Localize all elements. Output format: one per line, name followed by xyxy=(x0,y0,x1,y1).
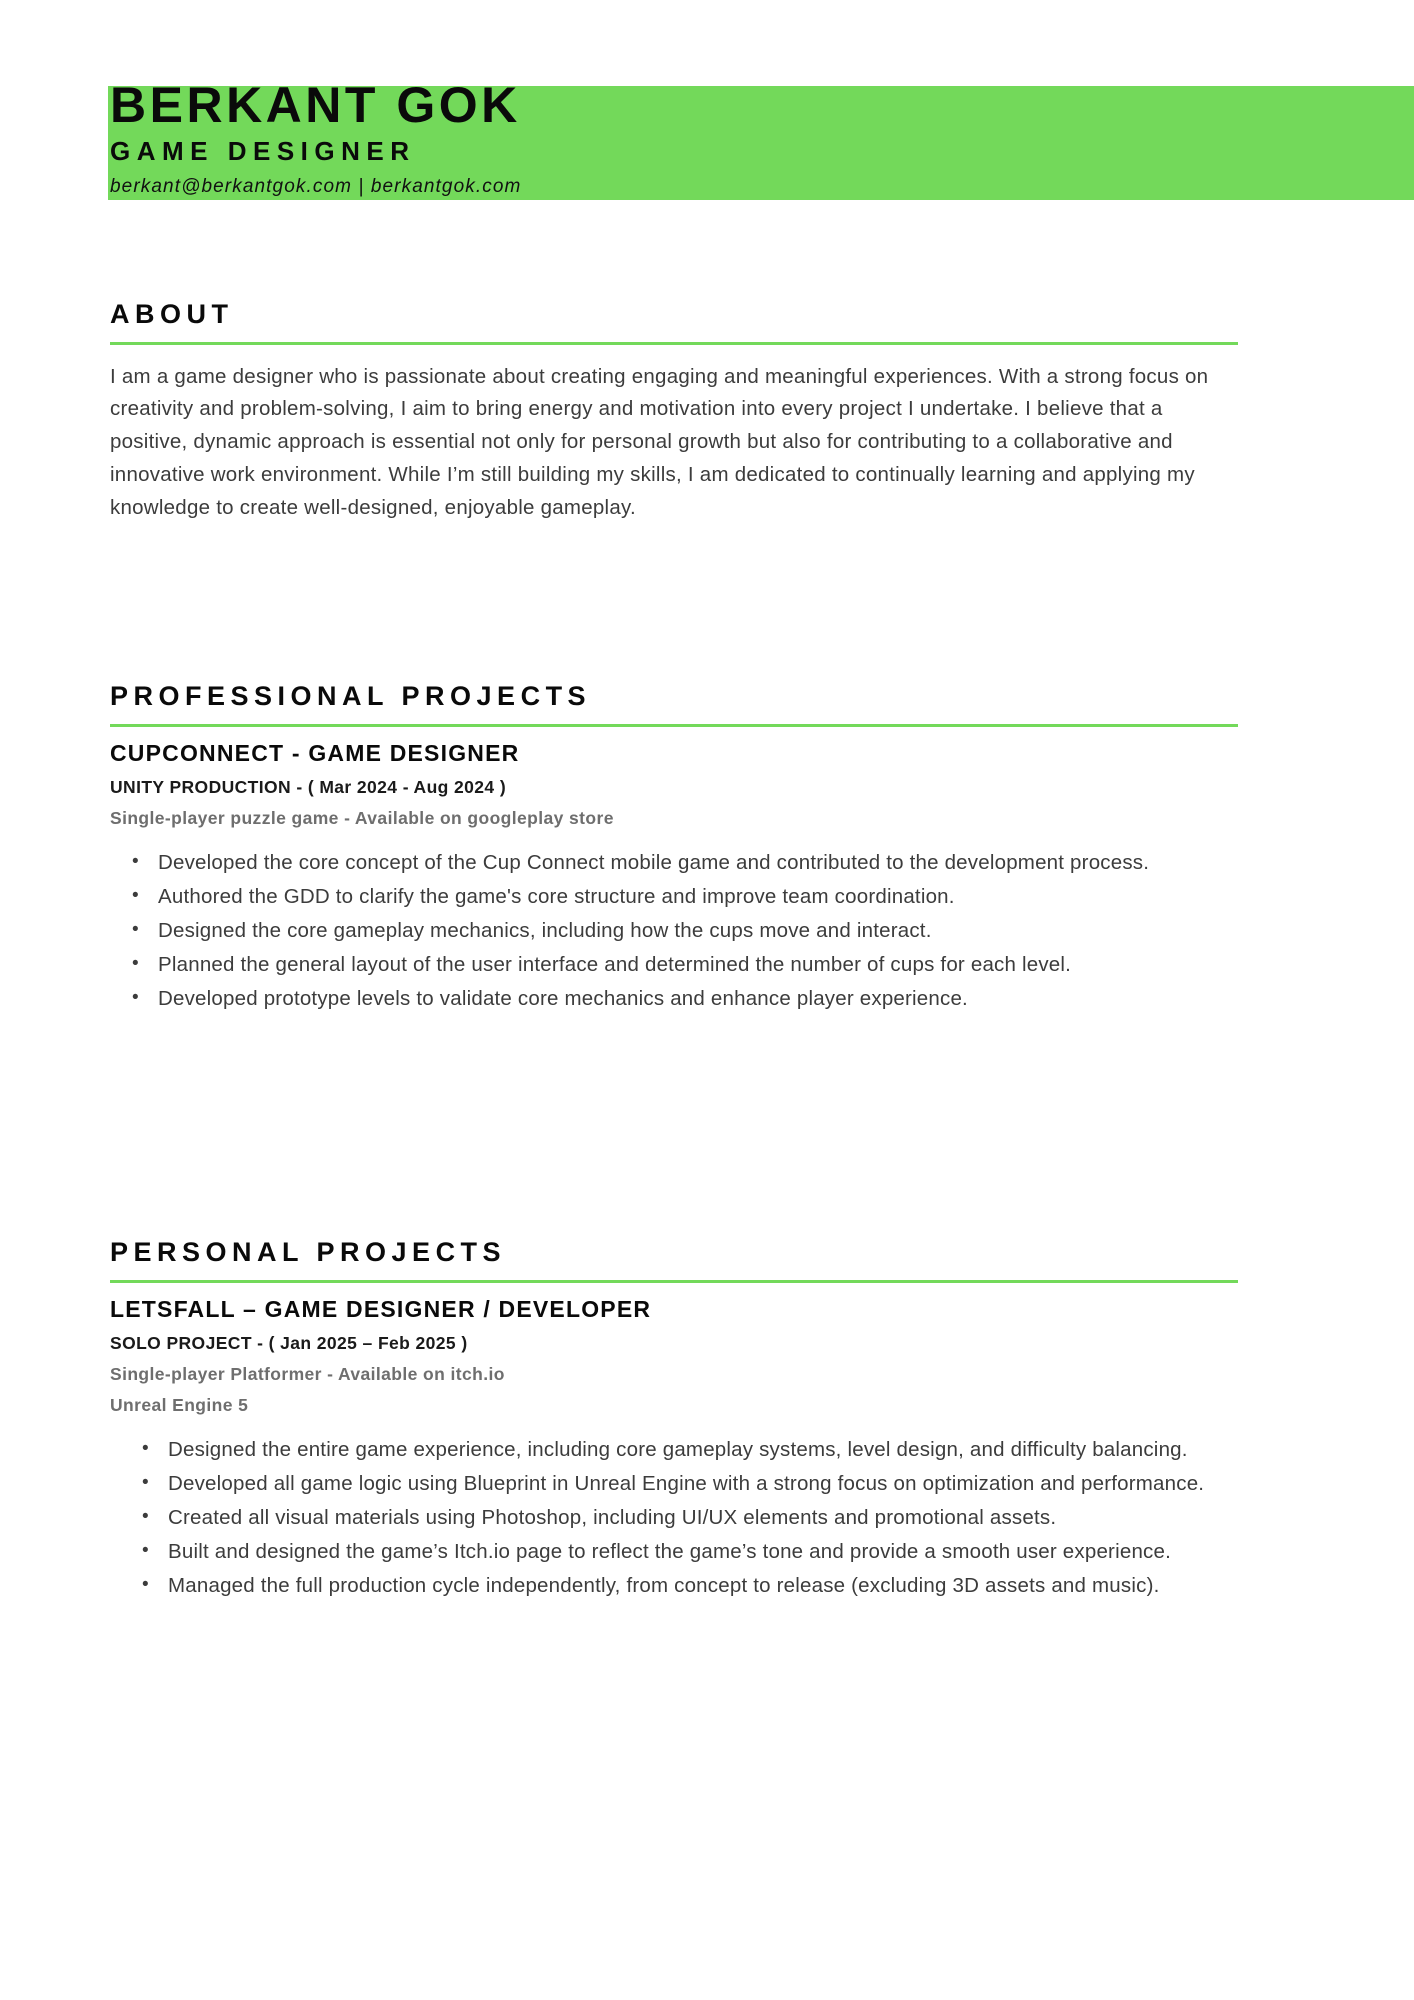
about-section xyxy=(110,300,1238,525)
list-item: • Authored the GDD to clarify the game's core structure and improve team coordination. xyxy=(154,880,1238,913)
personal-projects-title: PERSONAL PROJECTS xyxy=(110,1237,507,1267)
list-item: • Designed the entire game experience, including core gameplay systems, level design, and difficulty balancing. xyxy=(164,1433,1238,1466)
list-item: • Developed all game logic using Blueprint in Unreal Engine with a strong focus on optimization and performance. xyxy=(164,1467,1238,1500)
professional-projects-rule xyxy=(110,724,1238,727)
contact-line: berkant@berkantgok.com | berkantgok.com xyxy=(110,175,522,197)
candidate-name: BERKANT GOK xyxy=(110,77,521,133)
list-item: • Planned the general layout of the user interface and determined the number of cups for each level. xyxy=(154,948,1238,981)
professional-projects-title: PROFESSIONAL PROJECTS xyxy=(110,681,592,711)
project-entry xyxy=(110,1296,1238,1602)
project-heading: LETSFALL – GAME DESIGNER / DEVELOPER xyxy=(110,1295,652,1322)
personal-projects-rule xyxy=(110,1280,1238,1283)
project-meta-description: Single-player puzzle game - Available on googleplay store xyxy=(110,808,614,829)
list-item: • Built and designed the game’s Itch.io page to reflect the game’s tone and provide a smooth user experience. xyxy=(164,1535,1238,1568)
project-bullet-list xyxy=(110,846,1238,1015)
project-meta-engine: Unreal Engine 5 xyxy=(110,1394,249,1415)
project-entry xyxy=(110,740,1238,1015)
project-heading: CUPCONNECT - GAME DESIGNER xyxy=(110,739,520,766)
project-meta-production: SOLO PROJECT - ( Jan 2025 – Feb 2025 ) xyxy=(110,1333,468,1354)
about-section-title: ABOUT xyxy=(110,299,234,329)
personal-projects-section xyxy=(110,1238,1238,1603)
about-paragraph: I am a game designer who is passionate about creating engaging and meaningful experiences. With a strong focus on creativity and problem-solving, I aim to bring energy and motivation into every project I undertake. I believe that a positive, dynamic approach is essential not only for personal growth but also for contributing to a collaborative and innovative work environment. While I’m still building my skills, I am dedicated to continually learning and applying my knowledge to create well-designed, enjoyable gameplay. xyxy=(110,364,1209,519)
project-meta-description: Single-player Platformer - Available on itch.io xyxy=(110,1364,505,1385)
project-bullet-list xyxy=(110,1433,1238,1602)
candidate-role: GAME DESIGNER xyxy=(110,136,416,166)
list-item: • Developed the core concept of the Cup Connect mobile game and contributed to the development process. xyxy=(154,846,1238,879)
list-item: • Developed prototype levels to validate core mechanics and enhance player experience. xyxy=(154,982,1238,1015)
list-item: • Designed the core gameplay mechanics, including how the cups move and interact. xyxy=(154,914,1238,947)
professional-projects-section xyxy=(110,682,1238,1016)
list-item: • Created all visual materials using Photoshop, including UI/UX elements and promotional assets. xyxy=(164,1501,1238,1534)
project-meta-production: UNITY PRODUCTION - ( Mar 2024 - Aug 2024 ) xyxy=(110,777,507,798)
header-content xyxy=(110,78,1210,198)
about-section-rule xyxy=(110,342,1238,345)
list-item: • Managed the full production cycle independently, from concept to release (excluding 3D assets and music). xyxy=(164,1569,1238,1602)
